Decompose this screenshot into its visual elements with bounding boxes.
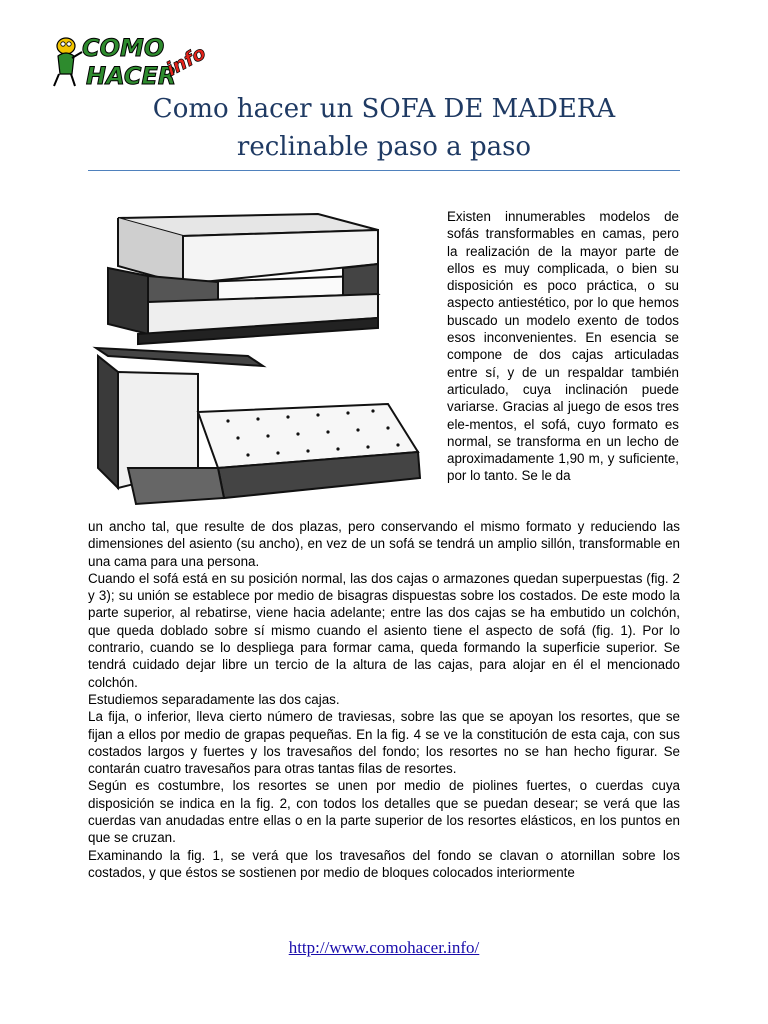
page-title: [60, 90, 708, 166]
site-logo[interactable]: [44, 30, 234, 92]
article-paragraph: La fija, o inferior, lleva cierto número de traviesas, sobre las que se apoyan los resortes, que se fijan a ellos por medio de grapas pequeñas. En la fig. 4 se ve la constitución de esta caja, con sus costados largos y fuertes y los travesaños del fondo; los resortes no se han hecho figurar. Se contarán cuatro travesaños para otras tantas filas de resortes.: [88, 709, 680, 777]
title-divider: [88, 170, 680, 171]
sofa-illustration: [88, 206, 428, 511]
article-paragraph: Examinando la fig. 1, se verá que los travesaños del fondo se clavan o atornillan sobre los costados, y que éstos se sostienen por medio de bloques colocados interiormente: [88, 847, 680, 880]
page-title-line1: Como hacer un SOFA DE MADERA: [152, 94, 616, 124]
article-paragraph: Cuando el sofá está en su posición normal, las dos cajas o armazones quedan superpuestas (fig. 2 y 3); su unión se establece por medio de bisagras dispuestas sobre los costados. De este modo la parte superior, al rebatirse, viene hacia adelante; entre las dos cajas se ha embutido un colchón, que queda doblado sobre sí mismo cuando el asiento tiene el aspecto de sofá (fig. 1). Por lo contrario, cuando se lo despliega para formar cama, queda formando la superficie superior. Se tendrá cuidado dejar libre un tercio de la altura de las cajas, para alojar en él el mencionado colchón.: [88, 570, 680, 690]
footer: [0, 938, 768, 958]
logo-mascot-icon: [54, 38, 82, 86]
article-paragraph: un ancho tal, que resulte de dos plazas, pero conservando el mismo formato y reduciendo las dimensiones del asiento (su ancho), en vez de un sofá se tendrá un amplio sillón, transformable en una cama para una persona.: [88, 519, 680, 569]
logo-line1: COMO: [82, 34, 165, 62]
article-paragraph-intro: Existen innumerables modelos de sofás transformables en camas, pero la realización de la mayor parte de ellos es muy complicada, o bien su disposición es poco práctica, o su aspecto antiestético, por lo que hemos buscado un modelo exento de todos esos inconvenientes. En esencia se compone de dos cajas articuladas entre sí, y de un respaldar también articulado, cuya inclinación puede variarse. Gracias al juego de esos tres ele-mentos, el sofá, cuyo formato es normal, se transforma en un lecho de aproximadamente 1,90 m, y suficiente, por lo tanto. Se le da: [447, 209, 679, 484]
logo-line2: HACER: [86, 62, 177, 90]
article-side-column: [447, 208, 679, 485]
article-paragraph: Según es costumbre, los resortes se unen por medio de piolines fuertes, o cuerdas cuya disposición se indica en la fig. 2, con todos los detalles que se puedan desear; se verá que las cuerdas van anudadas entre ellas o en la parte superior de los resortes elásticos, en los puntos en que se cruzan.: [88, 778, 680, 846]
article-paragraph: Estudiemos separadamente las dos cajas.: [88, 691, 340, 707]
article-body: [88, 518, 680, 881]
logo-accent: info: [162, 41, 210, 81]
footer-site-link[interactable]: http://www.comohacer.info/: [288, 938, 480, 957]
page-title-line2: reclinable paso a paso: [236, 132, 532, 162]
